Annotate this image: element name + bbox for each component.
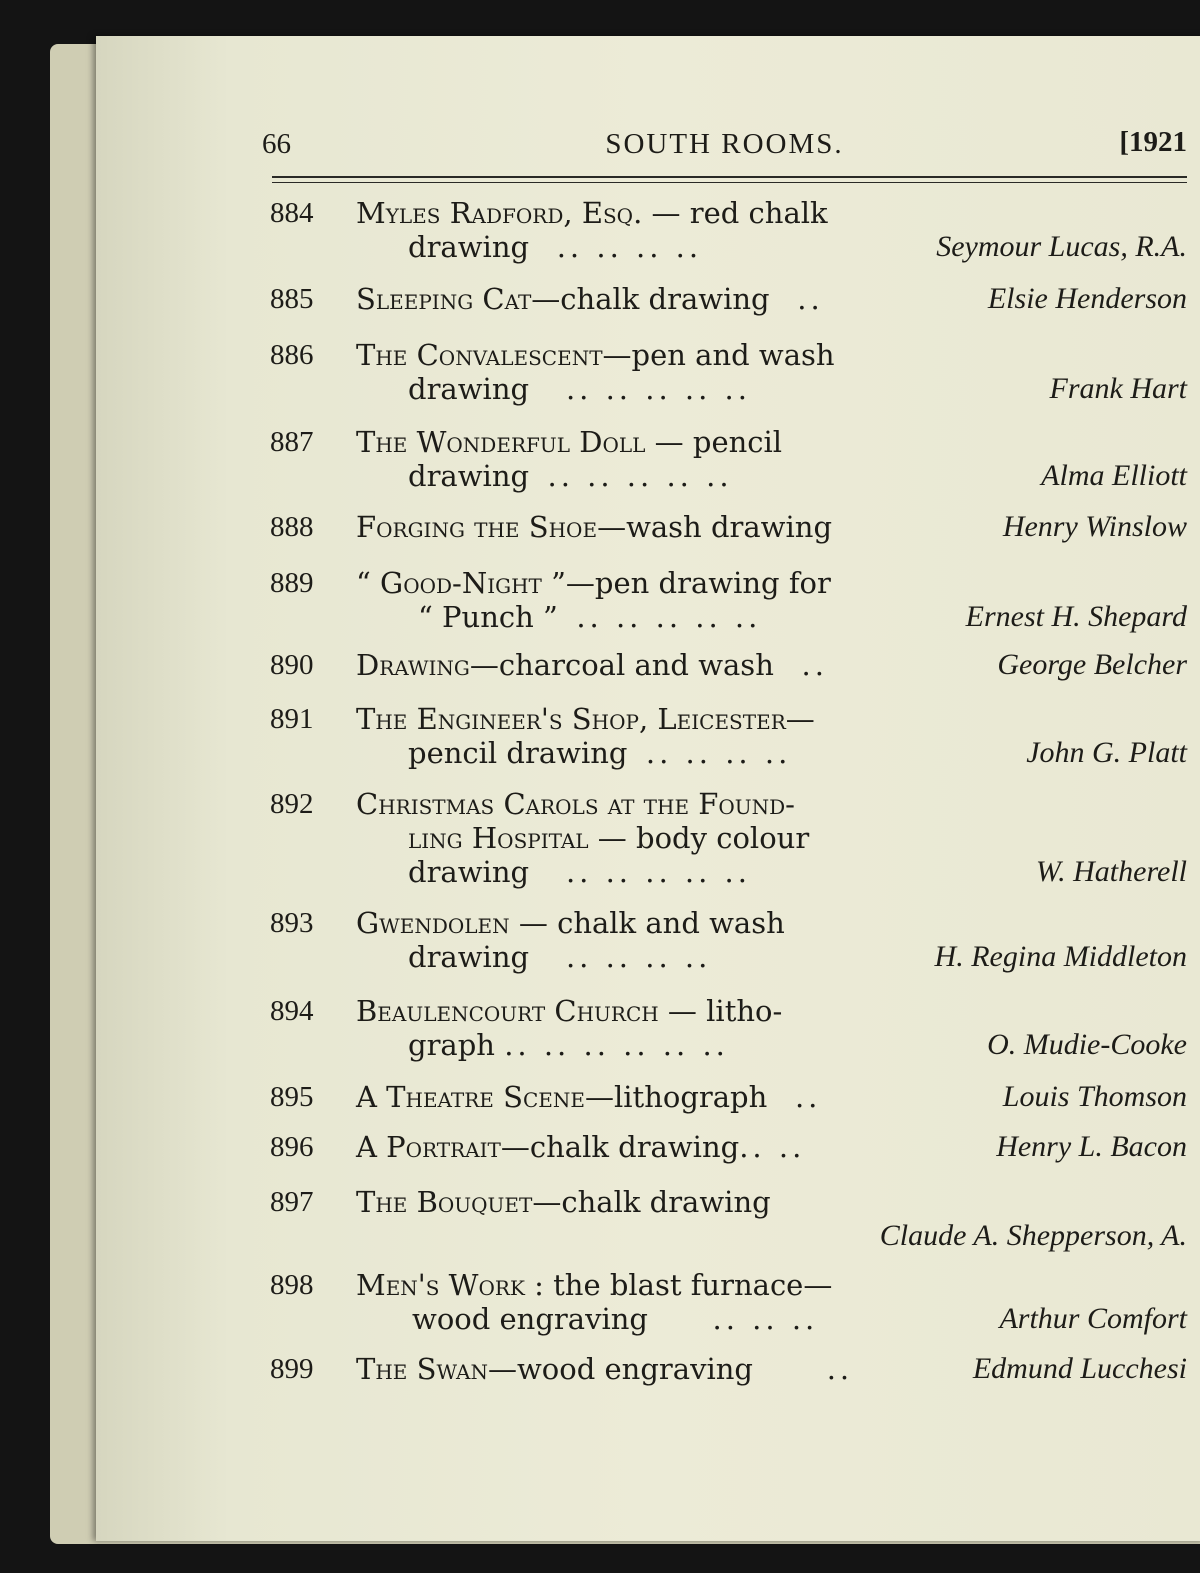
entry-number: 885 bbox=[270, 283, 314, 315]
artist-name: John G. Platt bbox=[1026, 736, 1187, 769]
entry-title: The Convalescent bbox=[356, 338, 603, 372]
entry-number: 894 bbox=[270, 995, 314, 1027]
artist-name: Claude A. Shepperson, A. bbox=[879, 1219, 1187, 1252]
dot-leader: .. .. .. .. bbox=[645, 736, 792, 770]
artist-name: Seymour Lucas, R.A. bbox=[936, 230, 1187, 263]
page-header bbox=[262, 124, 1187, 168]
artist-name: O. Mudie-Cooke bbox=[987, 1028, 1187, 1061]
dot-leader: .. .. .. .. bbox=[556, 230, 703, 264]
entry-description: —pen and wash bbox=[602, 338, 835, 372]
artist-name: Arthur Comfort bbox=[999, 1302, 1187, 1335]
entry-description: —charcoal and wash bbox=[469, 648, 774, 682]
header-rule-thin bbox=[272, 182, 1187, 183]
dot-leader: .. .. .. .. .. bbox=[565, 372, 751, 406]
artist-name: George Belcher bbox=[997, 648, 1187, 681]
entry-description: —wood engraving bbox=[487, 1352, 753, 1386]
entry-number: 887 bbox=[270, 426, 314, 458]
entry-title: Forging the Shoe bbox=[356, 510, 598, 544]
entry-title: The Engineer's Shop, Leicester bbox=[356, 702, 786, 736]
entry-description: — chalk and wash bbox=[509, 906, 785, 940]
entry-title: Sleeping Cat bbox=[356, 282, 532, 316]
artist-name: Henry Winslow bbox=[1002, 510, 1187, 543]
entry-title: Myles Radford, Esq. bbox=[356, 196, 643, 230]
entry-title: Gwendolen bbox=[356, 906, 510, 940]
year-label: [1921 bbox=[1119, 126, 1187, 158]
entry-title: A Theatre Scene bbox=[356, 1080, 585, 1114]
dot-leader: .. .. bbox=[739, 1130, 806, 1164]
entry-description: — red chalk bbox=[642, 196, 828, 230]
entry-description: — bbox=[785, 702, 815, 736]
entry-description-cont: drawing bbox=[408, 855, 530, 889]
entry-description-cont: drawing bbox=[408, 372, 530, 406]
entry-title: A Portrait bbox=[356, 1130, 501, 1164]
entry-description: —pen drawing for bbox=[565, 566, 831, 600]
entry-description-cont: drawing bbox=[408, 940, 530, 974]
entry-description-cont: pencil drawing bbox=[408, 736, 628, 770]
dot-leader: .. .. .. .. .. bbox=[547, 459, 733, 493]
artist-name: Ernest H. Shepard bbox=[965, 600, 1187, 633]
entry-title: “ Good-Night ” bbox=[356, 566, 566, 600]
entry-title: The Swan bbox=[356, 1352, 488, 1386]
entry-number: 891 bbox=[270, 703, 314, 735]
entry-title: Drawing bbox=[356, 648, 470, 682]
entry-number: 895 bbox=[270, 1081, 314, 1113]
entry-description: —chalk drawing bbox=[532, 1185, 771, 1219]
entry-title: Beaulencourt Church bbox=[356, 994, 659, 1028]
entry-number: 888 bbox=[270, 511, 314, 543]
entry-description-cont: wood engraving bbox=[412, 1302, 648, 1336]
entry-description: —chalk drawing bbox=[500, 1130, 740, 1164]
artist-name: Elsie Henderson bbox=[987, 282, 1187, 315]
entry-number: 896 bbox=[270, 1131, 314, 1163]
artist-name: Alma Elliott bbox=[1041, 459, 1187, 492]
dot-leader: .. bbox=[826, 1352, 854, 1386]
entry-title: The Bouquet bbox=[356, 1185, 533, 1219]
artist-name: Edmund Lucchesi bbox=[972, 1352, 1187, 1385]
artist-name: Henry L. Bacon bbox=[996, 1130, 1187, 1163]
entry-description: —lithograph bbox=[584, 1080, 768, 1114]
dot-leader: .. .. .. .. bbox=[565, 940, 712, 974]
entry-description: — body colour bbox=[588, 821, 810, 855]
entry-title-cont: ling Hospital bbox=[408, 821, 589, 855]
entry-description: the blast furnace— bbox=[543, 1268, 833, 1302]
entry-number: 886 bbox=[270, 339, 314, 371]
entry-description-cont: “ Punch ” bbox=[418, 600, 558, 634]
artist-name: H. Regina Middleton bbox=[934, 940, 1187, 973]
running-title: SOUTH ROOMS. bbox=[605, 128, 844, 160]
entry-number: 897 bbox=[270, 1186, 314, 1218]
entry-description: —wash drawing bbox=[597, 510, 833, 544]
entry-number: 889 bbox=[270, 567, 314, 599]
entry-number: 898 bbox=[270, 1269, 314, 1301]
entry-description-cont: drawing bbox=[408, 459, 530, 493]
artist-name: Frank Hart bbox=[1049, 372, 1187, 405]
entry-description-cont: drawing bbox=[408, 230, 530, 264]
dot-leader: .. bbox=[794, 1080, 822, 1114]
entry-description-cont: graph bbox=[408, 1028, 495, 1062]
dot-leader: .. .. .. .. .. bbox=[576, 600, 762, 634]
entry-title: Men's Work : bbox=[356, 1268, 544, 1302]
artist-name: W. Hatherell bbox=[1035, 855, 1187, 888]
entry-number: 893 bbox=[270, 907, 314, 939]
entry-description: —chalk drawing bbox=[531, 282, 770, 316]
dot-leader: .. .. .. bbox=[712, 1302, 819, 1336]
entry-number: 890 bbox=[270, 649, 314, 681]
artist-name: Louis Thomson bbox=[1002, 1080, 1187, 1113]
entry-number: 899 bbox=[270, 1353, 314, 1385]
dot-leader: .. bbox=[801, 648, 828, 682]
page-number: 66 bbox=[262, 128, 291, 160]
header-rule bbox=[272, 176, 1187, 178]
dot-leader: .. .. .. .. .. .. bbox=[504, 1028, 729, 1062]
entry-title: Christmas Carols at the Found- bbox=[356, 787, 795, 821]
entry-description: — pencil bbox=[645, 425, 783, 459]
entry-title: The Wonderful Doll bbox=[356, 425, 646, 459]
dot-leader: .. .. .. .. .. bbox=[565, 855, 751, 889]
entry-number: 884 bbox=[270, 197, 314, 229]
entry-description: — litho- bbox=[658, 994, 783, 1028]
dot-leader: .. bbox=[797, 282, 824, 316]
entry-number: 892 bbox=[270, 788, 314, 820]
